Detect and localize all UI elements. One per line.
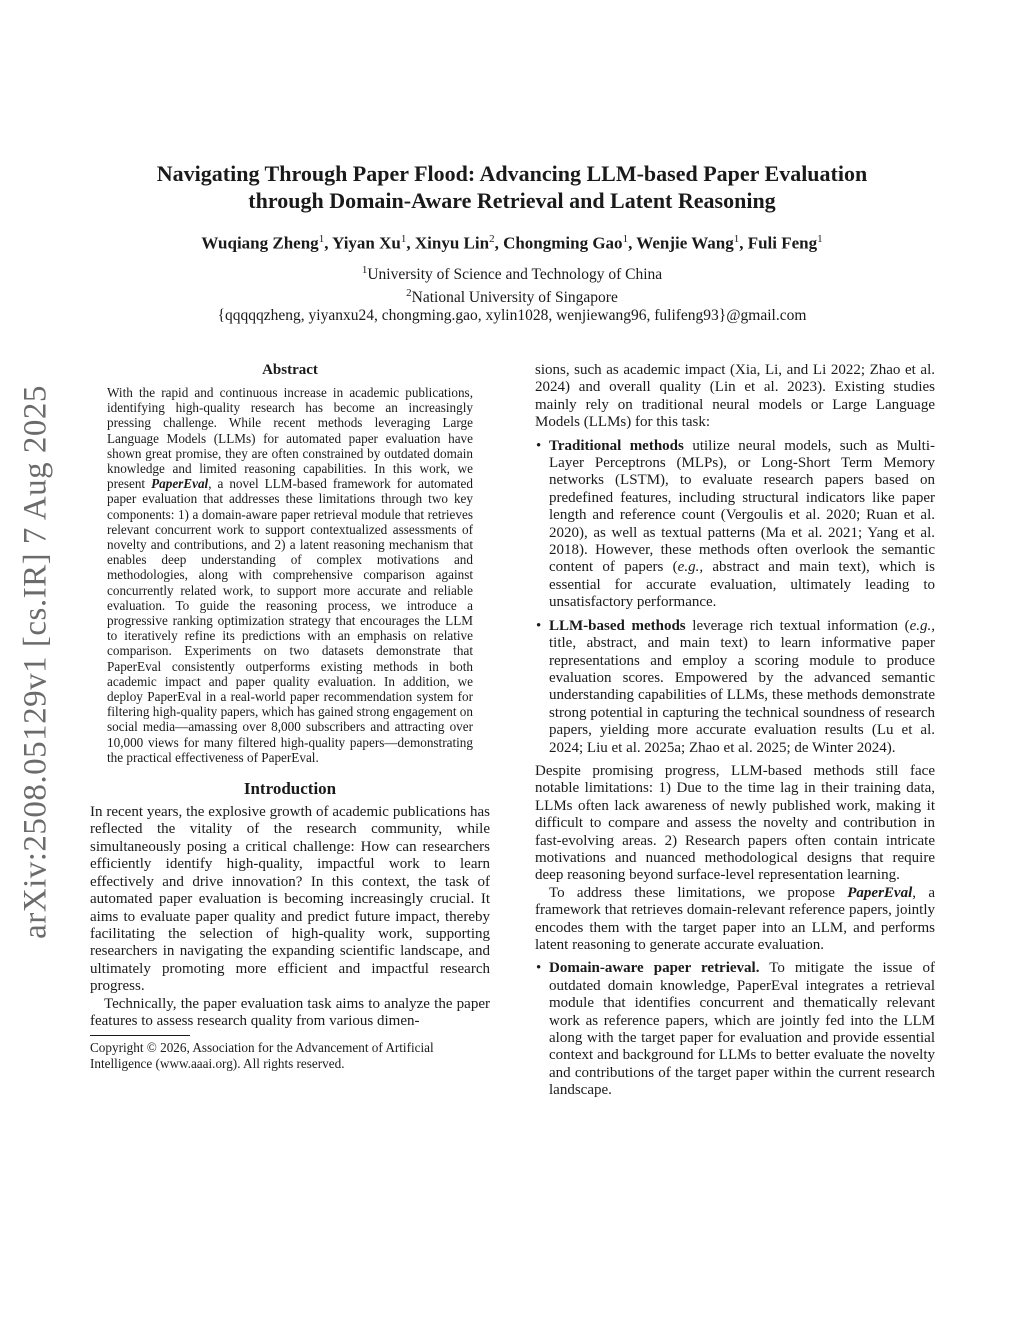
abstract-body [107, 385, 473, 765]
bullet-label: LLM-based methods [549, 617, 686, 634]
affiliation-mark: 1 [361, 264, 368, 276]
author-list: Wuqiang Zheng$^1$, Yiyan Xu$^1$, Xinyu Lin$^2$, Chongming Gao$^1$, Wenjie Wang$^1$, Fuli Feng$^1$ [201, 233, 823, 253]
author-affil-mark: 1 [817, 233, 823, 245]
framework-name: PaperEval [847, 884, 913, 901]
abstract-text-part: With the rapid and continuous increase in academic publications, identifying high-quality research has become an increasingly pressing challenge. While recent methods leveraging Large Language Models (LLMs) for automated paper evaluation have shown great promise, they are often constrained by outdated domain knowledge and limited reasoning capabilities. In this work, we present [107, 385, 473, 492]
bullet-text: leverage rich textual information ( [685, 617, 910, 634]
intro-paragraph-2: Technically, the paper evaluation task aims to analyze the paper features to assess research quality from various dimen- [90, 995, 490, 1029]
proposal-text: To address these limitations, we propose [549, 884, 848, 901]
affiliation-name: University of Science and Technology of China [367, 266, 663, 284]
left-column [90, 362, 490, 1071]
proposal-text: , a framework that retrieves domain-relevant reference papers, jointly encodes them with the target paper into an LLM, and performs latent reasoning to generate accurate evaluation. [535, 884, 935, 953]
bullet-text: abstract and main text), which is essential for accurate evaluation, ultimately leading to unsatisfactory performance. [549, 559, 935, 611]
author-name: Wenjie Wang [636, 233, 734, 253]
author-emails: {qqqqqzheng, yiyanxu24, chongming.gao, xylin1028, wenjiewang96, fulifeng93}@gmail.com [217, 307, 807, 325]
affiliation-1 [100, 261, 924, 284]
author-name: Wuqiang Zheng [201, 233, 319, 253]
bullet-text: title, abstract, and main text) to learn informative paper representations and employ a scoring module to produce evaluation scores. Empowered by the advanced semantic understanding capabilities of LLMs, these methods demonstrate strong potential in capturing the technical soundness of research papers, yielding more accurate evaluation results (Lu et al. 2024; Liu et al. 2025a; Zhao et al. 2025; de Winter 2024). [549, 635, 935, 756]
footnote-divider [90, 1035, 190, 1036]
author-name: Chongming Gao [503, 233, 623, 253]
author-affil-mark: 1 [733, 233, 740, 245]
bullet-eg: e.g., [909, 617, 935, 634]
paragraph-proposal [535, 885, 935, 955]
component-bullet-list [535, 960, 935, 1099]
author-affil-mark: 1 [622, 233, 629, 245]
author-name: Fuli Feng [747, 233, 818, 253]
method-bullet-list [535, 438, 935, 757]
affiliations [100, 261, 924, 325]
author-name: Yiyan Xu [332, 233, 401, 253]
paragraph-continued: sions, such as academic impact (Xia, Li, and Li 2022; Zhao et al. 2024) and overall quality (Lin et al. 2023). Existing studies mainly rely on traditional neural models or Large Language Models (LLMs) for this task: [535, 362, 935, 431]
author-affil-mark: 1 [318, 233, 325, 245]
bullet-label: Domain-aware paper retrieval. [549, 960, 760, 977]
bullet-text: To mitigate the issue of outdated domain knowledge, PaperEval integrates a retrieval module that identifies concurrent and thematically relevant work as reference papers, which are jointly fed into the LLM along with the target paper for evaluation and provide essential context and background for LLMs to better evaluate the novelty and contributions of the target paper within the current research landscape. [549, 960, 935, 1099]
affiliation-name: National University of Singapore [411, 289, 618, 307]
paper-title [100, 160, 924, 214]
arxiv-identifier: arXiv:2508.05129v1 [cs.IR] 7 Aug 2025 [17, 385, 54, 939]
abstract-text-part: , a novel LLM-based framework for automated paper evaluation that addresses these limitations through two key components: 1) a domain-aware paper retrieval module that retrieves relevant concurrent work to support contextualized assessments of novelty and contributions, and 2) a latent reasoning mechanism that enables deep understanding of complex motivations and methodologies, along with comprehensive comparison against concurrently related work, to support more accurate and reliable evaluation. To guide the reasoning process, we introduce a progressive ranking optimization strategy that encourages the LLM to iteratively refine its predictions with an emphasis on relative comparison. Experiments on two datasets demonstrate that PaperEval consistently outperforms existing methods in both academic impact and paper quality evaluation. In addition, we deploy PaperEval in a real-world paper recommendation system for filtering high-quality papers, which has gained strong engagement on social media—amassing over 8,000 subscribers and attracting over 10,000 views for many filtered high-quality papers—demonstrating the practical effectiveness of PaperEval. [107, 476, 473, 765]
copyright-notice: Copyright © 2026, Association for the Advancement of Artificial Intelligence (www.aaai.org). All rights reserved. [90, 1040, 434, 1071]
bullet-eg: e.g., [677, 559, 704, 576]
paragraph-limitations: Despite promising progress, LLM-based methods still face notable limitations: 1) Due to the time lag in their training data, LLMs often lack awareness of newly published work, making it difficult to compare and assess the novelty and contribution in fast-evolving areas. 2) Research papers often contain intricate motivations and nuanced methodological designs that require deep reasoning beyond surface-level representation learning. [535, 762, 935, 884]
author-affil-mark: 2 [489, 233, 495, 245]
abstract-heading: Abstract [262, 362, 318, 378]
arxiv-identifier-stamp [14, 382, 58, 942]
intro-paragraph-1: In recent years, the explosive growth of academic publications has reflected the vitality of the research community, while simultaneously posing a critical challenge: How can researchers efficiently identify high-quality, impactful work to learn effectively and drive innovation? In this context, the task of automated paper evaluation is becoming increasingly crucial. It aims to evaluate paper quality and predict future impact, thereby facilitating the selection of high-quality work, supporting researchers in navigating the expanding scientific landscape, and ultimately promoting more efficient and impactful research progress. [90, 804, 490, 995]
bullet-text: utilize neural models, such as Multi-Layer Perceptrons (MLPs), or Long-Short Term Memory networks (LSTM), to evaluate research papers based on predefined features, including structural indicators like paper length and reference count (Vergoulis et al. 2020; Ruan et al. 2020), as well as textual patterns (Ma et al. 2021; Yang et al. 2018). However, these methods often overlook the semantic content of papers ( [549, 437, 936, 576]
bullet-llm-based-methods [535, 618, 935, 757]
bullet-label: Traditional methods [549, 437, 684, 454]
title-line-2: through Domain-Aware Retrieval and Latent Reasoning [248, 188, 776, 213]
bullet-traditional-methods [535, 438, 935, 612]
right-column [535, 362, 935, 1106]
affiliation-2 [100, 284, 924, 307]
author-name: Xinyu Lin [414, 233, 490, 253]
introduction-heading: Introduction [243, 779, 337, 799]
author-affil-mark: 1 [400, 233, 407, 245]
title-line-1: Navigating Through Paper Flood: Advancing LLM-based Paper Evaluation [156, 161, 868, 186]
bullet-domain-aware-retrieval [535, 960, 935, 1099]
affiliation-mark: 2 [406, 287, 412, 300]
abstract-framework-name: PaperEval [151, 476, 209, 492]
